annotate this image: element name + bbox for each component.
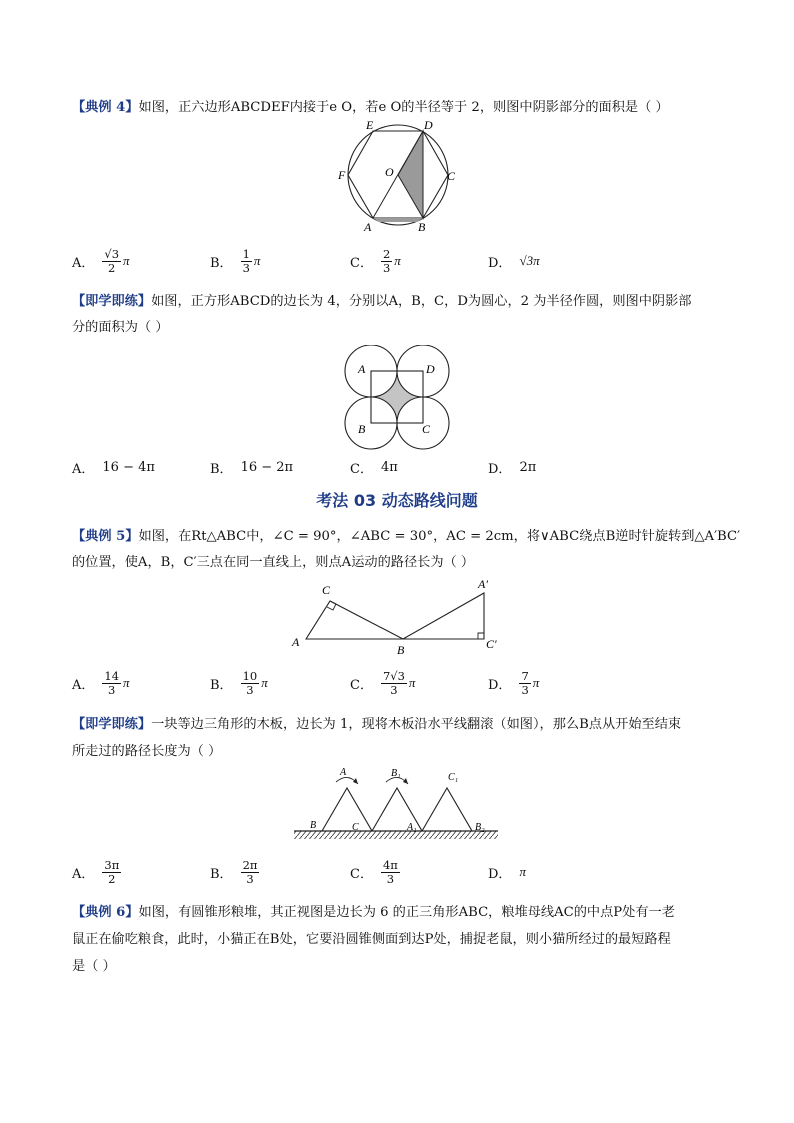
example-5-option-a[interactable]: A． $\frac{14}{3}$ π — [72, 668, 130, 697]
fig-p2-label-b: B — [310, 820, 317, 831]
fig4-label-a: A — [364, 220, 372, 234]
practice-1-option-b[interactable]: B． 16 − 2π — [210, 459, 294, 477]
example-5-option-b[interactable]: B． $\frac{10}{3}$ π — [210, 668, 268, 697]
fig-p2-label-b2: B₂ — [475, 822, 485, 833]
practice-1-question-line-2: 分的面积为（ ） — [72, 320, 169, 335]
fig-p1-label-c: C — [422, 422, 431, 436]
fig4-label-e: E — [366, 118, 374, 132]
example-5-option-c[interactable]: C． $\frac{7√3}{3}$ π — [350, 668, 416, 697]
fig-p1-label-d: D — [426, 362, 435, 376]
example-6-question-line-2: 鼠正在偷吃粮食，此时，小猫正在B处，它要沿圆锥侧面到达P处，捕捉老鼠，则小猫所经过的最短路程 — [72, 932, 671, 947]
practice-2-option-b[interactable]: B． $\frac{2\pi}{3}$ — [210, 857, 258, 886]
fig5-label-b: B — [397, 643, 405, 656]
practice-2-options — [72, 855, 732, 889]
fig5-label-a: A — [292, 635, 300, 649]
practice-2-tag: 【即学即练】 — [72, 717, 152, 732]
example-5-question-line-1: 【典例 5】如图，在Rt△ABC中，∠C = 90°，∠ABC = 30°，AC = 2cm，将∨ABC绕点B逆时针旋转到△A′BC′ — [72, 529, 741, 544]
example-5-options — [72, 666, 732, 700]
fig-p2-label-a: A — [340, 767, 347, 778]
rotation-triangle-figure — [288, 574, 508, 656]
rolling-triangle-figure — [292, 764, 502, 846]
example-4-options — [72, 244, 732, 278]
fig4-label-d: D — [424, 118, 433, 132]
fig-p2-label-c1: C₁ — [448, 772, 459, 783]
practice-1-option-c[interactable]: C． 4π — [350, 459, 398, 477]
practice-1-options — [72, 450, 732, 484]
practice-1-option-d[interactable]: D． 2π — [488, 459, 537, 477]
fig4-label-b: B — [418, 220, 426, 234]
example-4-text: 如图，正六边形ABCDEF内接于e O，若e O的半径等于 2，则图中阴影部分的面积是（ ） — [138, 100, 669, 115]
example-6-tag: 【典例 6】 — [72, 905, 139, 920]
example-4-tag: 【典例 4】 — [72, 100, 139, 115]
example-4-option-d[interactable]: D． √3π — [488, 253, 540, 271]
practice-1-tag: 【即学即练】 — [72, 294, 152, 309]
fig-p1-label-a: A — [358, 362, 366, 376]
example-5-option-d[interactable]: D． $\frac{7}{3}$ π — [488, 668, 540, 697]
fig-p2-label-a1: A₁ — [407, 822, 417, 833]
example-6-question-line-1: 【典例 6】如图，有圆锥形粮堆，其正视图是边长为 6 的正三角形ABC，粮堆母线AC的中点P处有一老 — [72, 905, 675, 920]
practice-2-option-c[interactable]: C． $\frac{4\pi}{3}$ — [350, 857, 398, 886]
practice-2-question-line-2: 所走过的路径长度为（ ） — [72, 744, 222, 759]
hexagon-circle-figure — [330, 118, 470, 236]
example-5-tag: 【典例 5】 — [72, 529, 139, 544]
practice-2-question-line-1: 【即学即练】一块等边三角形的木板，边长为 1，现将木板沿水平线翻滚（如图），那么B点从开始至结束 — [72, 717, 682, 732]
fig4-label-o: O — [385, 165, 394, 179]
example-4-option-b[interactable]: B． $\frac{1}{3}$ π — [210, 246, 261, 275]
fig5-label-c-prime: C′ — [486, 637, 497, 651]
fig-p2-label-c: C — [352, 822, 359, 833]
practice-2-option-d[interactable]: D． π — [488, 864, 526, 882]
section-heading: 考法 03 动态路线问题 — [316, 491, 478, 510]
fig4-label-f: F — [338, 168, 346, 182]
practice-2-option-a[interactable]: A． $\frac{3\pi}{2}$ — [72, 857, 120, 886]
example-4-option-a[interactable]: A． $\frac{√3}{2}$ π — [72, 246, 130, 275]
example-6-question-line-3: 是（ ） — [72, 959, 116, 974]
fig5-label-c: C — [322, 583, 331, 597]
fig4-label-c: C — [447, 169, 456, 183]
four-circles-figure — [340, 345, 456, 453]
example-4-question — [72, 96, 669, 115]
fig-p2-label-b1: B₁ — [391, 768, 401, 779]
fig-p1-label-b: B — [358, 422, 366, 436]
example-5-question-line-2: 的位置，使A，B，C′三点在同一直线上，则点A运动的路径长为（ ） — [72, 555, 475, 570]
practice-1-question-line-1: 【即学即练】如图，正方形ABCD的边长为 4，分别以A，B，C，D为圆心，2 为半径作圆，则图中阴影部 — [72, 294, 692, 309]
practice-1-option-a[interactable]: A． 16 − 4π — [72, 459, 155, 477]
fig5-label-a-prime: A′ — [478, 577, 488, 591]
example-4-option-c[interactable]: C． $\frac{2}{3}$ π — [350, 246, 401, 275]
